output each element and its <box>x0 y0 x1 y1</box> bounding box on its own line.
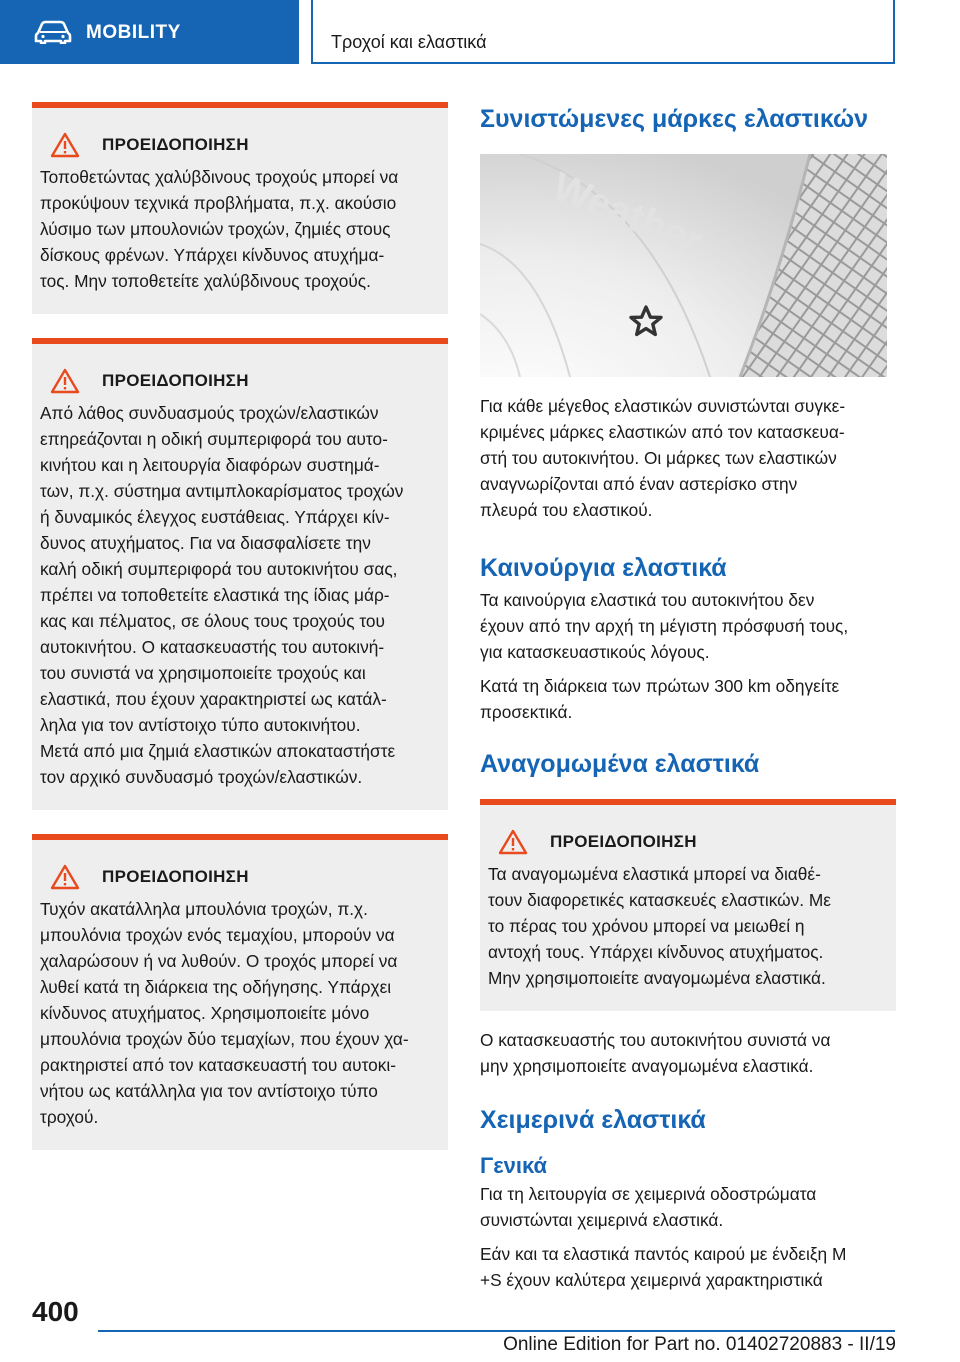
heading-winter-tires: Χειμερινά ελαστικά <box>480 1106 706 1134</box>
text-line: μπουλόνια τροχών ενός τεμαχίου, μπορούν να <box>40 925 395 945</box>
text-line: Ο κατασκευαστής του αυτοκινήτου συνιστά να <box>480 1030 831 1050</box>
new-tires-text-1 <box>480 587 896 665</box>
warning-box-combinations <box>32 338 448 810</box>
warning-box-retreaded <box>480 799 896 1011</box>
text-line: Μετά από μια ζημιά ελαστικών αποκαταστήστε <box>40 741 396 761</box>
page-number: 400 <box>32 1296 79 1327</box>
text-line: Για κάθε μέγεθος ελαστικών συνιστώνται συγκε‐ <box>480 396 846 416</box>
text-line: ελαστικά, που έχουν χαρακτηριστεί ως κατάλ‐ <box>40 689 387 709</box>
new-tires-text-2 <box>480 673 896 725</box>
text-line: συνιστώνται χειμερινά ελαστικά. <box>480 1210 724 1230</box>
warning-text <box>40 896 440 1130</box>
text-line: μπουλόνια τροχών δύο τεμαχίων, που έχουν χα‐ <box>40 1029 409 1049</box>
text-line: Τοποθετώντας χαλύβδινους τροχούς μπορεί να <box>40 167 399 187</box>
text-line: δυνος ατυχήματος. Για να διασφαλίσετε την <box>40 533 371 553</box>
text-line: τουν διαφορετικές κατασκευές ελαστικών. Με <box>488 890 831 910</box>
text-line: επηρεάζονται η οδική συμπεριφορά του αυτο‐ <box>40 429 388 449</box>
text-line: Τα καινούργια ελαστικά του αυτοκινήτου δεν <box>480 590 815 610</box>
page-title: Τροχοί και ελαστικά <box>331 32 487 52</box>
text-line: πρέπει να τοποθετείτε ελαστικά της ίδιας μάρ‐ <box>40 585 390 605</box>
text-line: +S έχουν καλύτερα χειμερινά χαρακτηριστικά <box>480 1270 823 1290</box>
section-tab <box>0 0 299 64</box>
page-title-box <box>311 0 895 64</box>
warning-header <box>40 132 440 158</box>
recommended-text <box>480 393 896 523</box>
warning-text <box>40 164 440 294</box>
winter-text-2 <box>480 1241 896 1293</box>
edition-text: Online Edition for Part no. 01402720883 - II/19 <box>503 1334 896 1355</box>
text-line: ληλα για τον αντίστοιχο τύπο αυτοκινήτου. <box>40 715 361 735</box>
heading-retreaded-tires: Αναγομωμένα ελαστικά <box>480 750 760 778</box>
text-line: το πέρας του χρόνου μπορεί να μειωθεί η <box>488 916 805 936</box>
warning-box-steel-wheels <box>32 102 448 314</box>
warning-triangle-icon <box>50 864 80 890</box>
text-line: προκύψουν τεχνικά προβλήματα, π.χ. ακούσιο <box>40 193 397 213</box>
text-line: Τυχόν ακατάλληλα μπουλόνια τροχών, π.χ. <box>40 899 368 919</box>
text-line: προσεκτικά. <box>480 702 573 722</box>
text-line: μην χρησιμοποιείτε αναγομωμένα ελαστικά. <box>480 1056 814 1076</box>
text-line: για κατασκευαστικούς λόγους. <box>480 642 710 662</box>
heading-recommended-brands: Συνιστώμενες μάρκες ελαστικών <box>480 105 869 133</box>
text-line: κίνδυνος ατυχήματος. Χρησιμοποιείτε μόνο <box>40 1003 370 1023</box>
text-line: κινήτου και η λειτουργία διαφόρων συστημά‐ <box>40 455 380 475</box>
warning-triangle-icon <box>50 368 80 394</box>
text-line: Κατά τη διάρκεια των πρώτων 300 km οδηγείτε <box>480 676 840 696</box>
text-line: τος. Μην τοποθετείτε χαλύβδινους τροχούς. <box>40 271 371 291</box>
text-line: ρακτηριστεί από τον κατασκευαστή του αυτοκι‐ <box>40 1055 397 1075</box>
text-line: κριμένες μάρκες ελαστικών από τον κατασκευα‐ <box>480 422 845 442</box>
text-line: τροχού. <box>40 1107 99 1127</box>
footer-divider <box>98 1330 895 1332</box>
winter-text-1 <box>480 1181 896 1233</box>
subheading-general: Γενικά <box>480 1153 548 1178</box>
warning-text <box>488 861 888 991</box>
text-line: στή του αυτοκινήτου. Οι μάρκες των ελαστικών <box>480 448 837 468</box>
warning-triangle-icon <box>50 132 80 158</box>
text-line: Μην χρησιμοποιείτε αναγομωμένα ελαστικά. <box>488 968 826 988</box>
text-line: έχουν από την αρχή τη μέγιστη πρόσφυσή τους, <box>480 616 849 636</box>
text-line: Για τη λειτουργία σε χειμερινά οδοστρώματα <box>480 1184 817 1204</box>
text-line: αντοχή τους. Υπάρχει κίνδυνος ατυχήματος. <box>488 942 824 962</box>
text-line: του συνιστά να χρησιμοποιείτε τροχούς και <box>40 663 366 683</box>
right-column <box>480 102 896 1293</box>
warning-box-wheel-bolts <box>32 834 448 1150</box>
text-line: χαλαρώσουν ή να λυθούν. Ο τροχός μπορεί να <box>40 951 398 971</box>
warning-header <box>40 864 440 890</box>
text-line: Από λάθος συνδυασμούς τροχών/ελαστικών <box>40 403 379 423</box>
section-label: MOBILITY <box>86 22 181 43</box>
tire-sidewall-figure <box>480 154 887 377</box>
text-line: Τα αναγομωμένα ελαστικά μπορεί να διαθέ‐ <box>488 864 821 884</box>
warning-header <box>488 829 888 855</box>
text-line: κας και πέλματος, σε όλους τους τροχούς του <box>40 611 385 631</box>
retreaded-text <box>480 1027 896 1079</box>
sidewall-text: Weather <box>546 164 709 265</box>
car-icon <box>34 20 72 44</box>
text-line: αυτοκινήτου. Ο κατασκευαστής του αυτοκινή‐ <box>40 637 385 657</box>
warning-title: ΠΡΟΕΙΔΟΠΟΙΗΣΗ <box>102 371 249 390</box>
tire-illustration <box>480 154 887 377</box>
text-line: αναγνωρίζονται από έναν αστερίσκο στην <box>480 474 798 494</box>
text-line: τον αρχικό συνδυασμό τροχών/ελαστικών. <box>40 767 363 787</box>
left-column <box>32 102 448 1150</box>
text-line: λύσιμο των μπουλονιών τροχών, ζημιές στους <box>40 219 391 239</box>
text-line: δίσκους φρένων. Υπάρχει κίνδυνος ατυχήμα‐ <box>40 245 385 265</box>
text-line: των, π.χ. σύστημα αντιμπλοκαρίσματος τροχών <box>40 481 404 501</box>
text-line: πλευρά του ελαστικού. <box>480 500 653 520</box>
text-line: καλή οδική συμπεριφορά του αυτοκινήτου σας, <box>40 559 398 579</box>
warning-text <box>40 400 440 790</box>
warning-title: ΠΡΟΕΙΔΟΠΟΙΗΣΗ <box>102 135 249 154</box>
text-line: ή δυναμικός έλεγχος ευστάθειας. Υπάρχει κίν‐ <box>40 507 390 527</box>
warning-title: ΠΡΟΕΙΔΟΠΟΙΗΣΗ <box>102 867 249 886</box>
text-line: νήτου ως κατάλληλα για τον αντίστοιχο τύπο <box>40 1081 378 1101</box>
warning-triangle-icon <box>498 829 528 855</box>
text-line: λυθεί κατά τη διάρκεια της οδήγησης. Υπάρχει <box>40 977 392 997</box>
warning-header <box>40 368 440 394</box>
warning-title: ΠΡΟΕΙΔΟΠΟΙΗΣΗ <box>550 832 697 851</box>
heading-new-tires: Καινούργια ελαστικά <box>480 554 727 582</box>
text-line: Εάν και τα ελαστικά παντός καιρού με ένδειξη M <box>480 1244 847 1264</box>
